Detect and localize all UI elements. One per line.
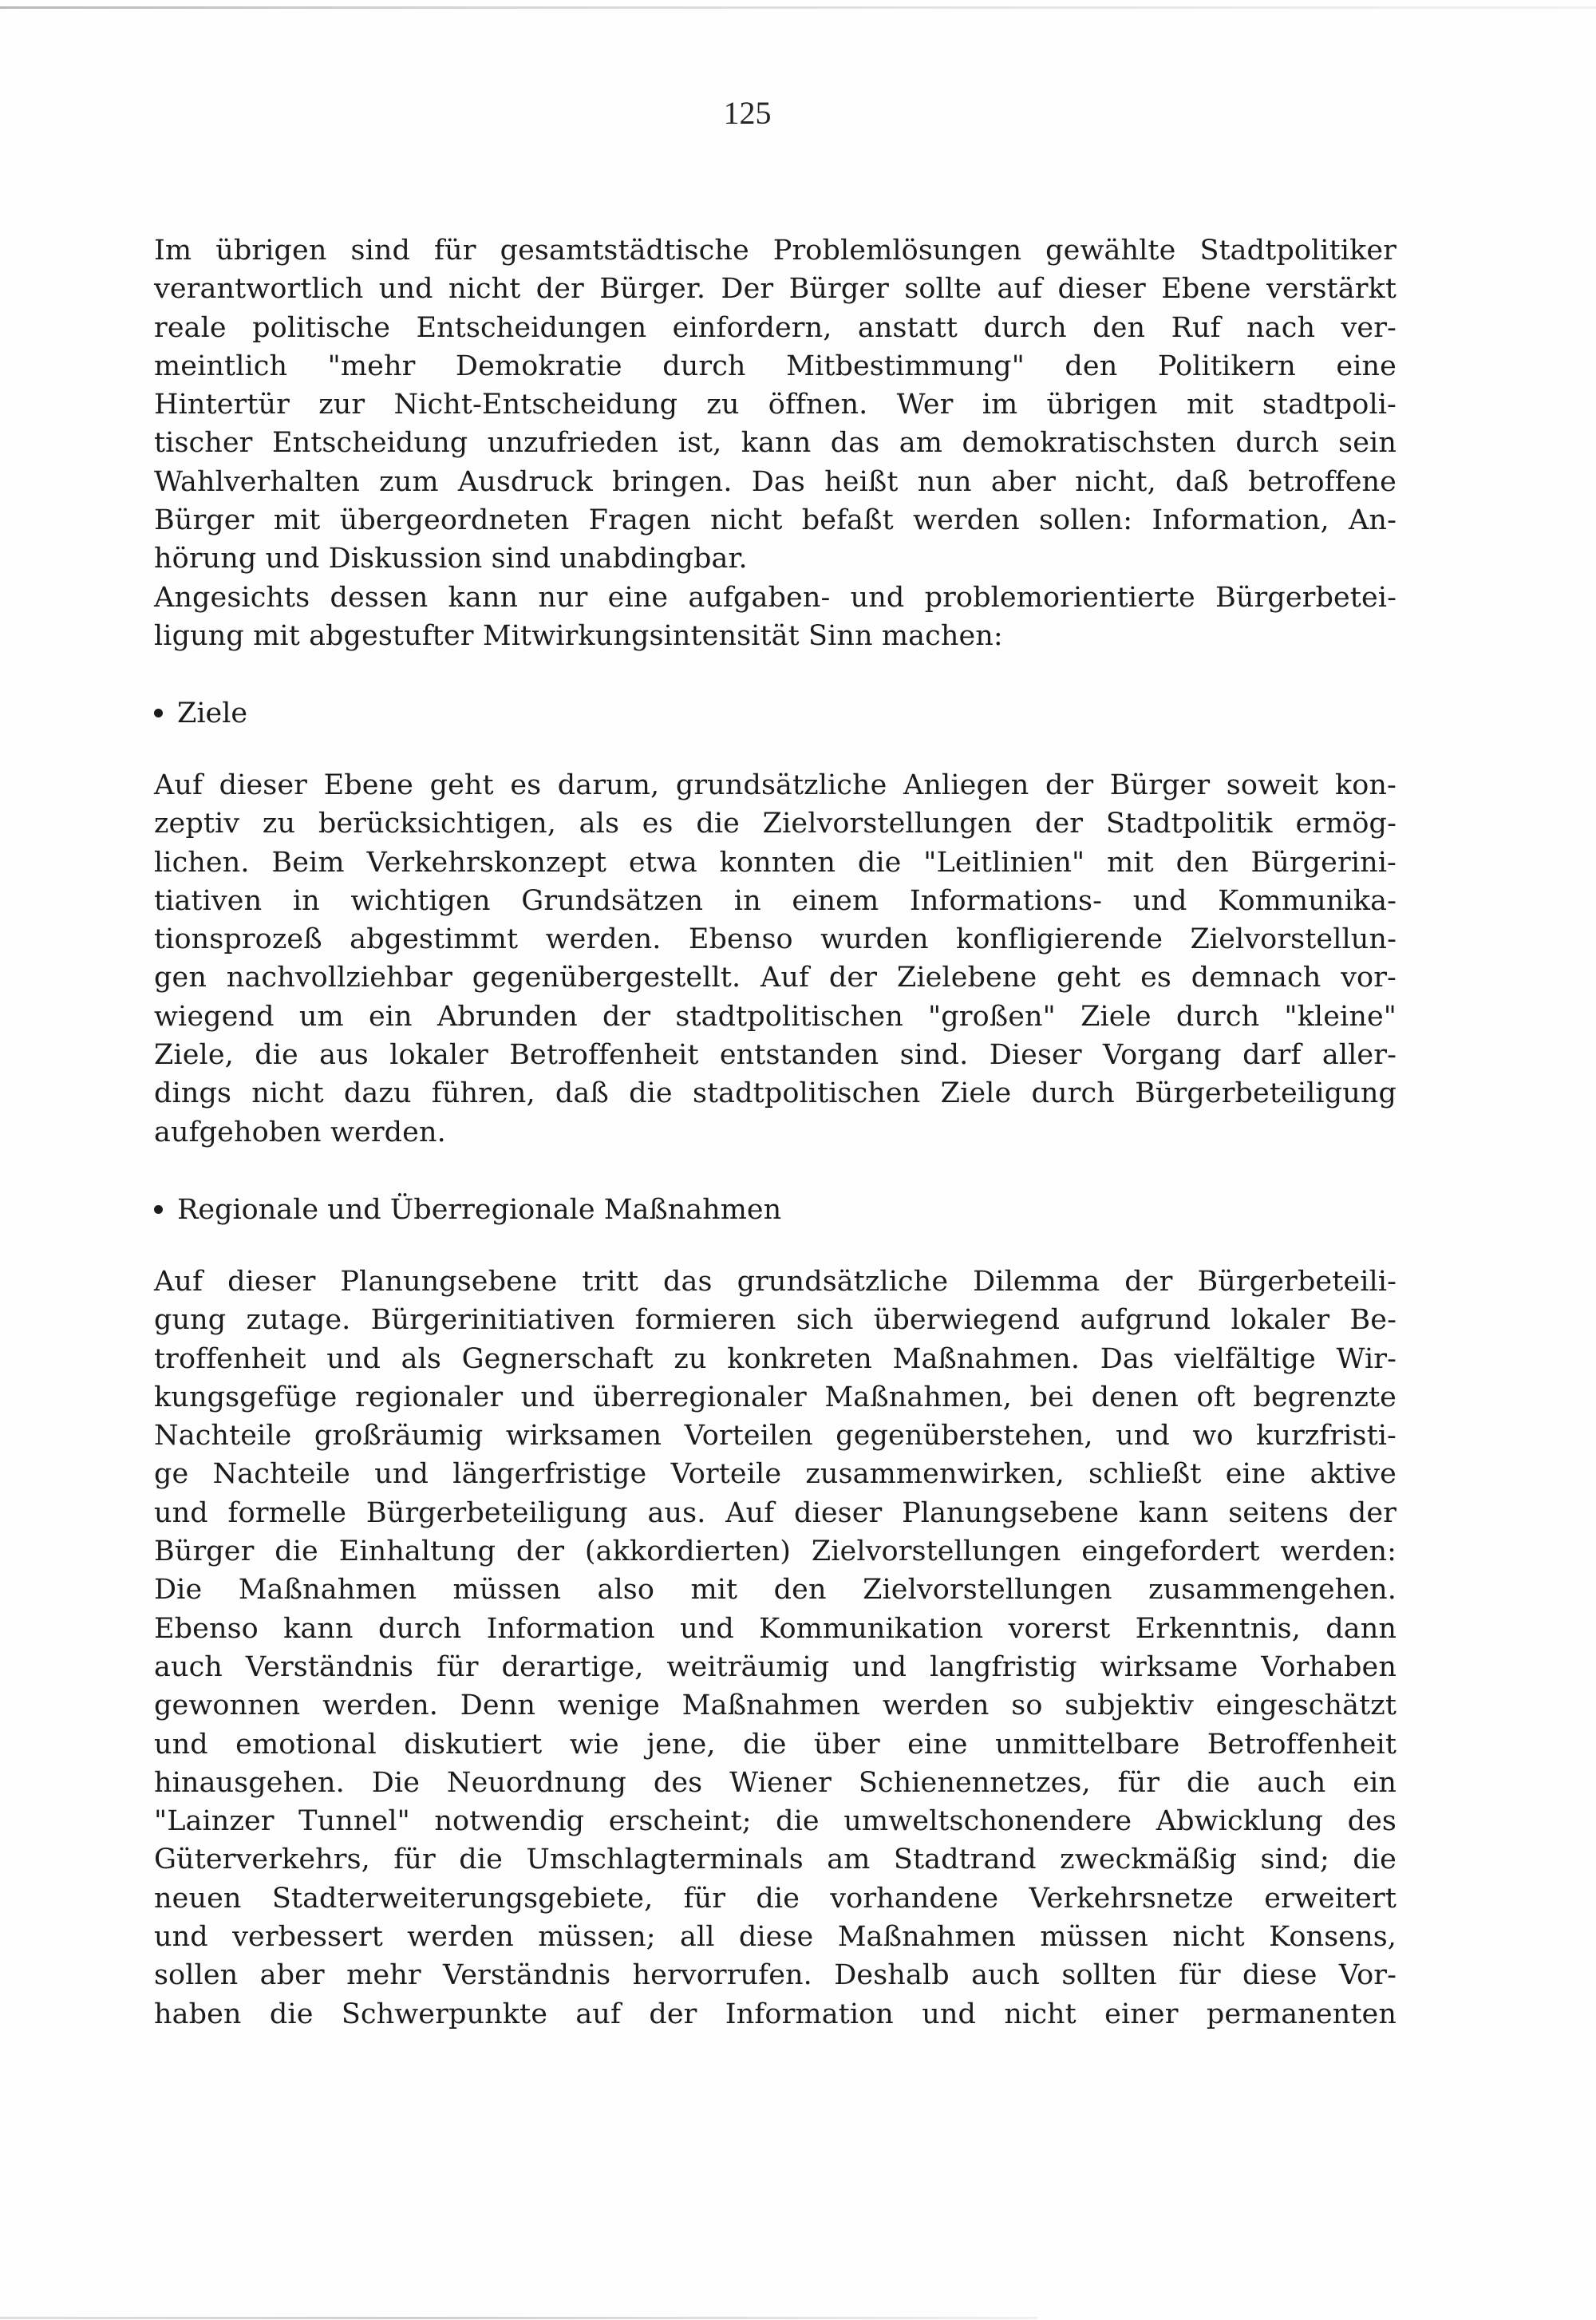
text-line: reale politische Entscheidungen einfordern, anstatt durch den Ruf nach ver- (154, 311, 1396, 344)
text-line: Auf dieser Planungsebene tritt das grundsätzliche Dilemma der Bürgerbeteili- (154, 1266, 1396, 1298)
text-line: tionsprozeß abgestimmt werden. Ebenso wurden konfligierende Zielvorstellun- (154, 923, 1396, 956)
text-line: ligung mit abgestufter Mitwirkungsintensität Sinn machen: (154, 619, 1003, 652)
text-line: aufgehoben werden. (154, 1116, 446, 1148)
text-line: haben die Schwerpunkte auf der Information und nicht einer permanenten (154, 1998, 1396, 2030)
text-line: Die Maßnahmen müssen also mit den Zielvorstellungen zusammengehen. (154, 1574, 1396, 1607)
text-line: sollen aber mehr Verständnis hervorrufen. Deshalb auch sollten für diese Vor- (154, 1959, 1396, 1992)
text-line: tiativen in wichtigen Grundsätzen in einem Informations- und Kommunika- (154, 884, 1396, 917)
text-line: neuen Stadterweiterungsgebiete, für die vorhandene Verkehrsnetze erweitert (154, 1882, 1396, 1915)
text-line: gewonnen werden. Denn wenige Maßnahmen werden so subjektiv eingeschätzt (154, 1690, 1396, 1722)
paragraph-ziele (154, 766, 1396, 1152)
bullet-label: Ziele (177, 698, 248, 729)
text-line: Wahlverhalten zum Ausdruck bringen. Das heißt nun aber nicht, daß betroffene (154, 465, 1396, 498)
bullet-icon (154, 709, 163, 717)
text-line: wiegend um ein Abrunden der stadtpolitischen "großen" Ziele durch "kleine" (154, 1000, 1396, 1033)
text-line: tischer Entscheidung unzufrieden ist, kann das am demokratischsten durch sein (154, 427, 1396, 460)
text-line: und emotional diskutiert wie jene, die über eine unmittelbare Betroffenheit (154, 1728, 1396, 1761)
text-line: hinausgehen. Die Neuordnung des Wiener Schienennetzes, für die auch ein (154, 1766, 1396, 1799)
text-line: und verbessert werden müssen; all diese Maßnahmen müssen nicht Konsens, (154, 1921, 1396, 1954)
text-line: Angesichts dessen kann nur eine aufgaben- und problemorientierte Bürgerbetei- (154, 581, 1396, 614)
text-line: hörung und Diskussion sind unabdingbar. (154, 543, 748, 575)
scan-artifact-bottom (0, 2317, 1037, 2319)
page-number: 125 (723, 95, 772, 131)
text-line: ge Nachteile und längerfristige Vorteile zusammenwirken, schließt eine aktive (154, 1458, 1396, 1491)
text-line: Nachteile großräumig wirksamen Vorteilen gegenüberstehen, und wo kurzfristi- (154, 1420, 1396, 1452)
bullet-label: Regionale und Überregionale Maßnahmen (177, 1194, 782, 1226)
text-line: troffenheit und als Gegnerschaft zu konkreten Maßnahmen. Das vielfältige Wir- (154, 1342, 1396, 1375)
paragraph-intro (154, 231, 1396, 655)
text-line: auch Verständnis für derartige, weiträumig und langfristig wirksame Vorhaben (154, 1650, 1396, 1683)
text-line: verantwortlich und nicht der Bürger. Der Bürger sollte auf dieser Ebene verstärkt (154, 273, 1396, 306)
paragraph-massnahmen (154, 1263, 1396, 2033)
text-line: Hintertür zur Nicht-Entscheidung zu öffnen. Wer im übrigen mit stadtpoli- (154, 389, 1396, 421)
text-line: Bürger mit übergeordneten Fragen nicht befaßt werden sollen: Information, An- (154, 504, 1396, 537)
text-line: Auf dieser Ebene geht es darum, grundsätzliche Anliegen der Bürger soweit kon- (154, 769, 1396, 801)
text-line: Bürger die Einhaltung der (akkordierten) Zielvorstellungen eingefordert werden: (154, 1535, 1396, 1568)
text-line: Im übrigen sind für gesamtstädtische Problemlösungen gewählte Stadtpolitiker (154, 235, 1396, 267)
text-line: gung zutage. Bürgerinitiativen formieren sich überwiegend aufgrund lokaler Be- (154, 1304, 1396, 1337)
text-line: und formelle Bürgerbeteiligung aus. Auf dieser Planungsebene kann seitens der (154, 1496, 1396, 1529)
scan-artifact-top (0, 6, 1596, 9)
bullet-icon (154, 1205, 163, 1214)
text-line: Ziele, die aus lokaler Betroffenheit entstanden sind. Dieser Vorgang darf aller- (154, 1039, 1396, 1072)
bullet-item-ziele (154, 694, 247, 733)
text-line: gen nachvollziehbar gegenübergestellt. Auf der Zielebene geht es demnach vor- (154, 962, 1396, 994)
text-line: lichen. Beim Verkehrskonzept etwa konnten die "Leitlinien" mit den Bürgerini- (154, 846, 1396, 879)
bullet-item-massnahmen (154, 1191, 781, 1229)
text-line: "Lainzer Tunnel" notwendig erscheint; die umweltschonendere Abwicklung des (154, 1805, 1396, 1838)
text-line: Ebenso kann durch Information und Kommunikation vorerst Erkenntnis, dann (154, 1612, 1396, 1645)
text-line: Güterverkehrs, für die Umschlagterminals am Stadtrand zweckmäßig sind; die (154, 1844, 1396, 1876)
text-line: dings nicht dazu führen, daß die stadtpolitischen Ziele durch Bürgerbeteiligung (154, 1077, 1396, 1110)
text-line: kungsgefüge regionaler und überregionaler Maßnahmen, bei denen oft begrenzte (154, 1381, 1396, 1413)
text-line: zeptiv zu berücksichtigen, als es die Zielvorstellungen der Stadtpolitik ermög- (154, 808, 1396, 840)
text-line: meintlich "mehr Demokratie durch Mitbestimmung" den Politikern eine (154, 350, 1396, 382)
